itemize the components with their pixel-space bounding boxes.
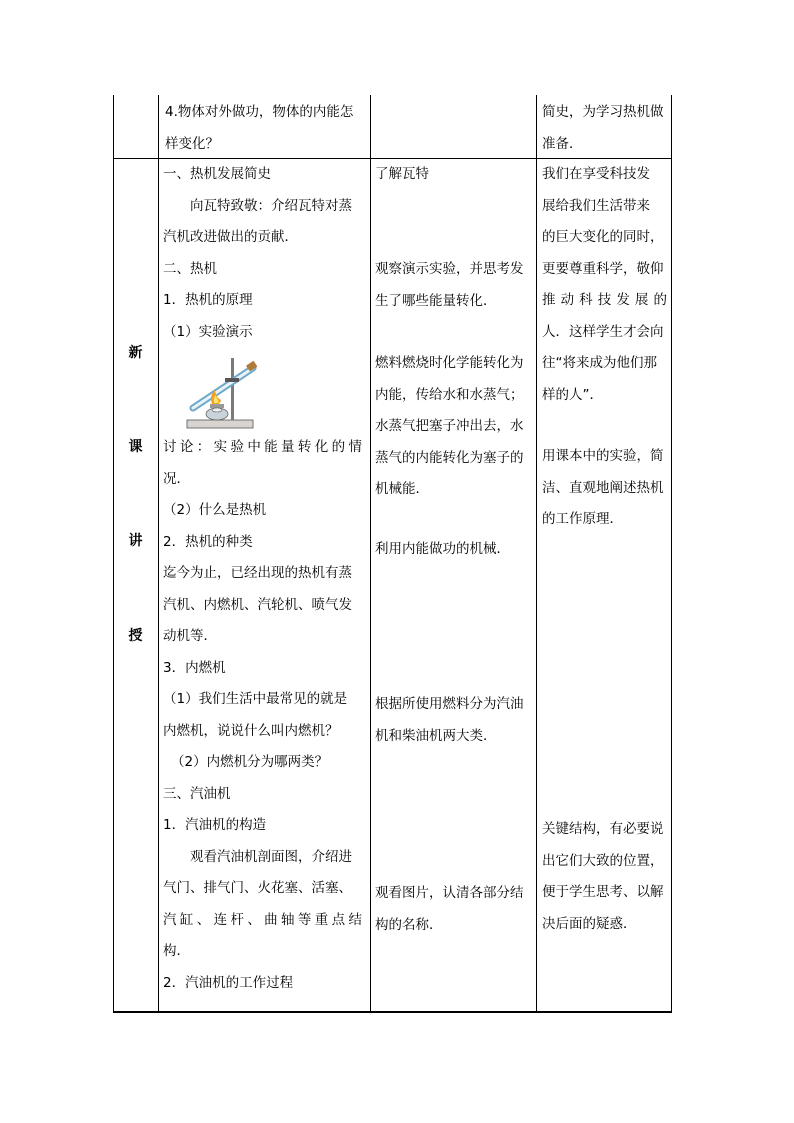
text-line: （1）实验演示 [163,323,253,340]
text-line: 关键结构，有必要说 [542,821,664,837]
text-line: （2）什么是热机 [163,502,267,518]
column-divider [536,95,537,1013]
text-line: 构的名称． [375,916,443,933]
table-border-right [671,95,672,1013]
top-row-content-cell [165,97,365,160]
text-line: 况． [163,470,190,487]
experiment-apparatus-illustration [183,348,263,432]
text-line: 蒸气的内能转化为塞子的 [375,449,524,466]
text-line: 讨论：实验中能量转化的情 [163,439,362,455]
text-line: 观察演示实验，并思考发 [375,261,524,277]
text-line: 内能，传给水和水蒸气； [375,386,524,403]
text-line: 简史，为学习热机做 [542,104,664,120]
text-line: 决后面的疑惑． [542,915,637,932]
text-line: 便于学生思考、以解 [542,884,664,900]
text-line: 构． [163,943,190,959]
text-line: 出它们大致的位置， [542,852,664,869]
table-border-bottom [113,1011,672,1013]
text-line: 洁、直观地阐述热机 [542,479,664,496]
section-heading: 三、汽油机 [163,785,231,802]
student-activity-group [375,878,533,941]
text-line: 1．热机的原理 [163,292,253,308]
top-row-intent-cell [542,97,667,160]
text-line: 汽机改进做出的贡献． [163,229,298,245]
teacher-activity-cell [163,159,362,999]
text-line: 内燃机，说说什么叫内燃机？ [163,722,339,739]
text-line: 往“将来成为他们那 [542,355,657,371]
text-line: 观看图片，认清各部分结 [375,885,524,901]
text-line: 的工作原理． [542,511,623,527]
text-line: 利用内能做功的机械． [375,541,510,557]
column-divider [370,95,371,1013]
text-line: 向瓦特致敬：介绍瓦特对蒸 [190,197,352,214]
text-line: 机械能． [375,481,429,497]
text-line: 人．这样学生才会向 [542,323,664,340]
column-divider [158,95,159,1013]
text-line: 3．内燃机 [163,659,226,676]
text-line: 样变化？ [165,135,219,152]
text-line: 机和柴油机两大类． [375,727,497,744]
student-activity-group [375,689,533,752]
section-label-char: 讲 [128,533,143,549]
text-line: 气门、排气门、火花塞、活塞、 [163,880,352,896]
lesson-table [113,95,672,1013]
design-intent-group [542,159,667,411]
text-line: 1．汽油机的构造 [163,817,267,833]
text-line: 更要尊重科学，敬仰 [542,260,664,277]
design-intent-group [542,441,667,536]
text-line: 汽机、内燃机、汽轮机、喷气发 [163,596,352,613]
text-line: 用课本中的实验，简 [542,448,664,464]
student-activity-group [375,159,533,191]
text-line: 燃料燃烧时化学能转化为 [375,355,524,371]
text-line: 水蒸气把塞子冲出去，水 [375,418,524,434]
text-line: 2．汽油机的工作过程 [163,974,294,991]
text-line: 展给我们生活带来 [542,197,650,214]
section-label-char: 授 [128,628,143,644]
section-label-char: 课 [128,439,143,455]
text-line: 了解瓦特 [375,166,429,182]
text-line: 生了哪些能量转化． [375,292,497,309]
student-activity-group [375,254,533,317]
text-line: 4.物体对外做功，物体的内能怎 [165,104,354,120]
text-line: 样的人”． [542,386,603,403]
text-line: 准备． [542,135,583,152]
text-line: 2．热机的种类 [163,533,253,550]
student-activity-group [375,534,533,566]
student-activity-group [375,348,533,506]
text-line: 我们在享受科技发 [542,166,650,182]
section-heading: 二、热机 [163,260,217,277]
section-heading: 一、热机发展简史 [163,166,271,182]
section-label-char: 新 [128,345,143,361]
text-line: 推动科技发展的 [542,292,667,308]
text-line: 动机等． [163,628,217,644]
text-line: 迄今为止，已经出现的热机有蒸 [163,565,352,581]
text-line: 观看汽油机剖面图，介绍进 [190,848,352,865]
table-border-left [113,95,114,1013]
text-line: 的巨大变化的同时， [542,229,664,245]
text-line: 根据所使用燃料分为汽油 [375,696,524,712]
text-line: （2）内燃机分为哪两类？ [171,754,329,770]
text-line: 汽缸、连杆、曲轴等重点结 [163,911,362,928]
text-line: （1）我们生活中最常见的就是 [163,691,348,707]
design-intent-group [542,814,667,940]
test-tube-stand-icon [183,348,263,432]
